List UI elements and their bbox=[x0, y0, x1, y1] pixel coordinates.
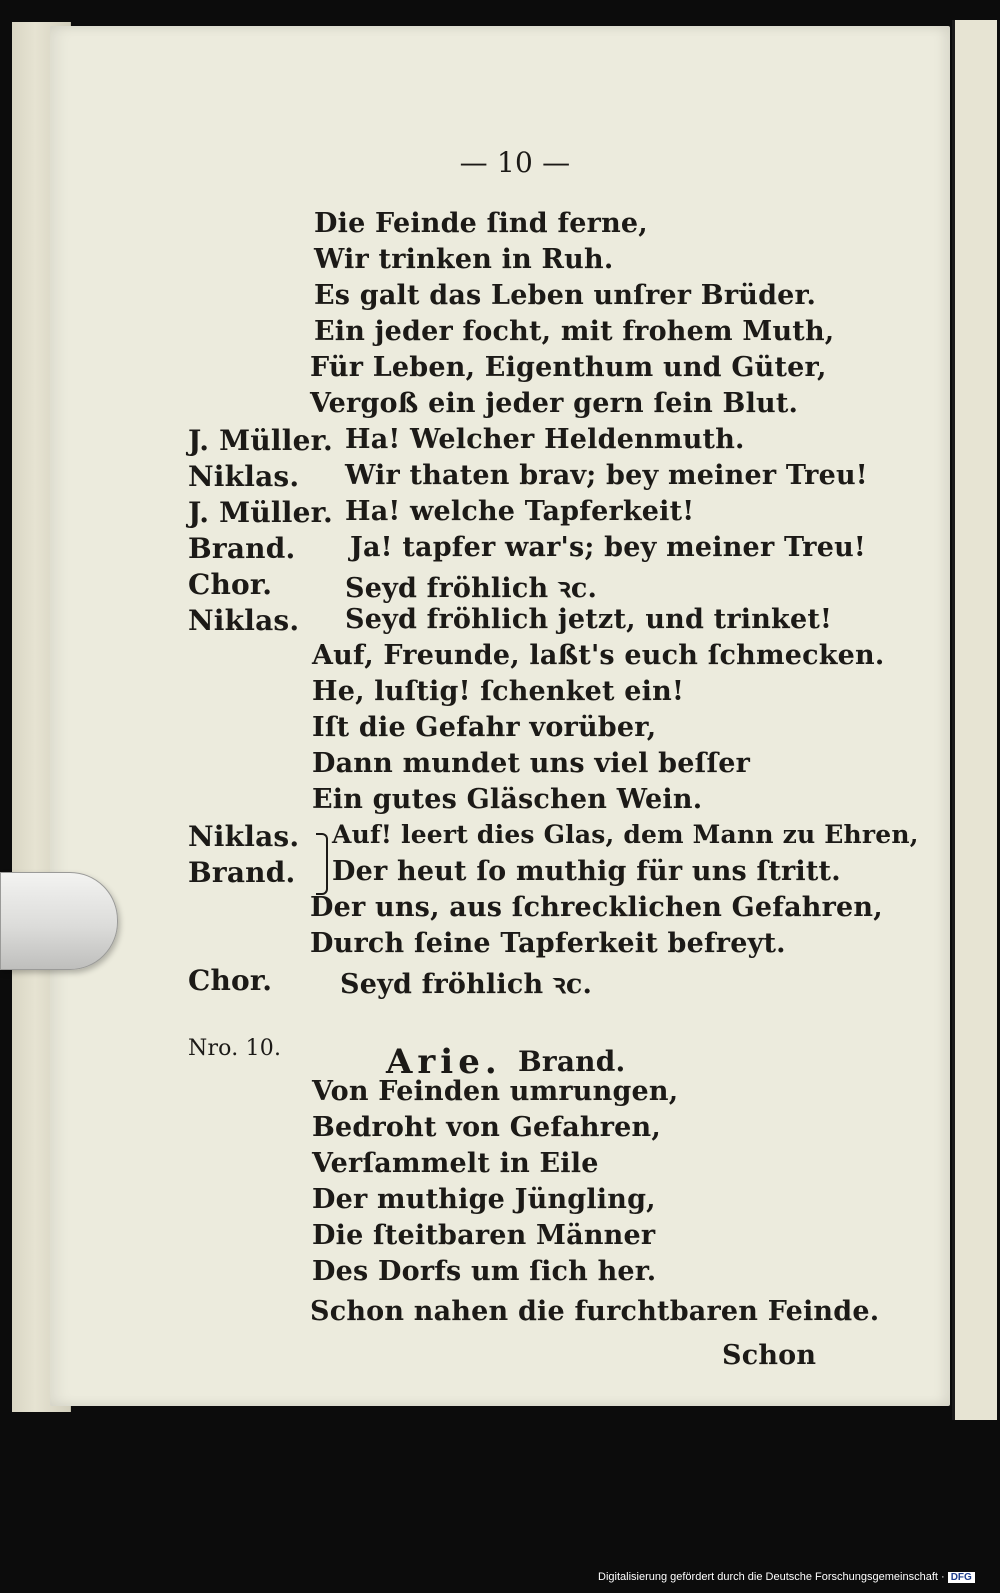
speaker-label: Chor. bbox=[188, 568, 273, 601]
aria-line: Verſammelt in Eile bbox=[312, 1148, 599, 1179]
verse-line: Vergoß ein jeder gern ſein Blut. bbox=[310, 388, 799, 419]
verse-line: Ein gutes Gläschen Wein. bbox=[312, 784, 703, 815]
aria-line: Des Dorfs um ſich her. bbox=[312, 1256, 657, 1287]
aria-title: Arie. bbox=[386, 1042, 502, 1082]
speaker-label: Brand. bbox=[188, 856, 296, 889]
duet-brace bbox=[316, 833, 328, 895]
aria-line: Bedroht von Gefahren, bbox=[312, 1112, 661, 1143]
verse-line: Der uns, aus ſchrecklichen Gefahren, bbox=[310, 892, 883, 923]
speaker-label: Niklas. bbox=[188, 460, 300, 493]
duet-line: Auf! leert dies Glas, dem Mann zu Ehren, bbox=[332, 820, 919, 849]
verse-line: He, luſtig! ſchenket ein! bbox=[312, 676, 685, 707]
aria-line: Schon nahen die furchtbaren Feinde. bbox=[310, 1296, 880, 1327]
verse-line: Für Leben, Eigenthum und Güter, bbox=[310, 352, 827, 383]
dialogue-line: Ha! welche Tapferkeit! bbox=[345, 496, 695, 527]
aria-number: Nro. 10. bbox=[188, 1036, 282, 1061]
dialogue-line: Wir thaten brav; bey meiner Treu! bbox=[345, 460, 868, 491]
speaker-label: J. Müller. bbox=[188, 496, 333, 529]
aria-line: Der muthige Jüngling, bbox=[312, 1184, 656, 1215]
verse-line: Durch ſeine Tapferkeit befreyt. bbox=[310, 928, 786, 959]
duet-line: Der heut ſo muthig für uns ſtritt. bbox=[332, 856, 841, 887]
aria-singer: Brand. bbox=[518, 1045, 626, 1078]
verse-line: Wir trinken in Ruh. bbox=[314, 244, 614, 275]
dialogue-line: Ha! Welcher Heldenmuth. bbox=[345, 424, 745, 455]
credit-text: Digitalisierung gefördert durch die Deutsche Forschungsgemeinschaft · bbox=[598, 1571, 945, 1583]
speaker-label: Niklas. bbox=[188, 820, 300, 853]
verse-line: Iſt die Gefahr vorüber, bbox=[312, 712, 657, 743]
speaker-label: Niklas. bbox=[188, 604, 300, 637]
digitization-credit bbox=[598, 1571, 975, 1583]
verse-line: Die Feinde ſind ferne, bbox=[314, 208, 648, 239]
speaker-label: J. Müller. bbox=[188, 424, 333, 457]
dialogue-line: Seyd fröhlich ꝛc. bbox=[345, 573, 598, 604]
speaker-label: Chor. bbox=[188, 964, 273, 997]
speaker-label: Brand. bbox=[188, 532, 296, 565]
catchword: Schon bbox=[722, 1340, 817, 1371]
verse-line: Dann mundet uns viel beſſer bbox=[312, 748, 751, 779]
verse-line: Es galt das Leben unſrer Brüder. bbox=[314, 280, 817, 311]
page-number: — 10 — bbox=[459, 146, 571, 179]
aria-line: Von Feinden umrungen, bbox=[312, 1076, 679, 1107]
dialogue-line: Seyd fröhlich ꝛc. bbox=[340, 969, 593, 1000]
dfg-logo: DFG bbox=[948, 1572, 975, 1583]
verse-line: Auf, Freunde, laßt's euch ſchmecken. bbox=[312, 640, 885, 671]
dialogue-line: Seyd fröhlich jetzt, und trinket! bbox=[345, 604, 833, 635]
aria-line: Die ſteitbaren Männer bbox=[312, 1220, 656, 1251]
verse-line: Ein jeder focht, mit frohem Muth, bbox=[314, 316, 835, 347]
dialogue-line: Ja! tapfer war's; bey meiner Treu! bbox=[350, 532, 866, 563]
